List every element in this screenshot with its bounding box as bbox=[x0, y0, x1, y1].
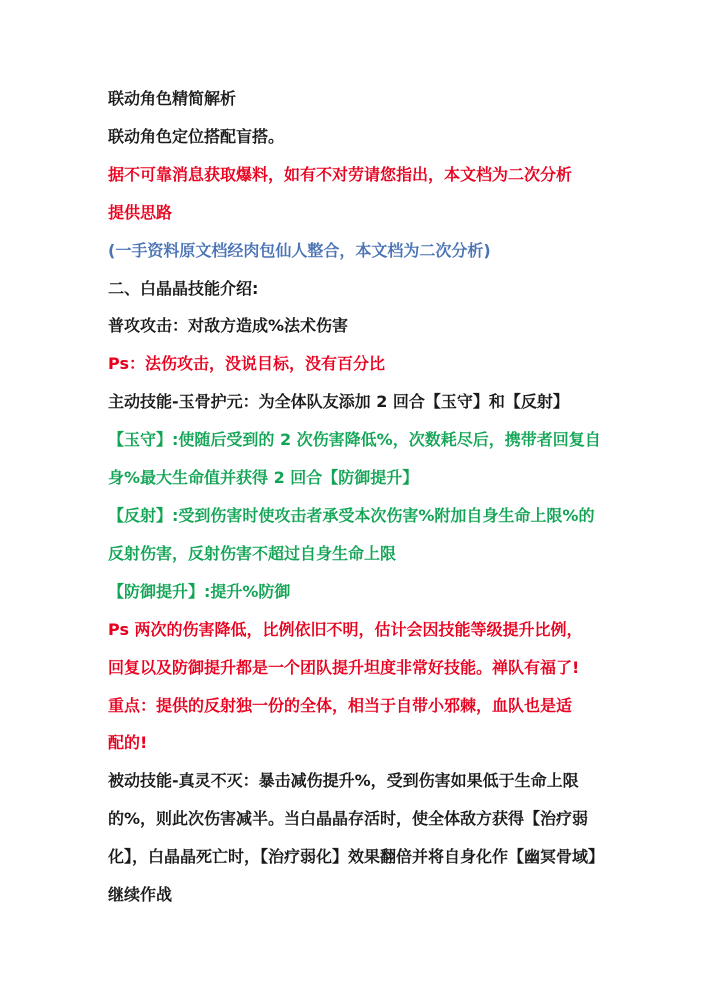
reflect-line-2: 反射伤害，反射伤害不超过自身生命上限 bbox=[108, 543, 397, 563]
disclaimer-line-2: 提供思路 bbox=[108, 202, 173, 222]
active-skill-line: 主动技能-玉骨护元：为全体队友添加 2 回合【玉守】和【反射】 bbox=[108, 392, 569, 412]
key-point-line-2: 配的! bbox=[108, 733, 148, 753]
section-heading: 二、白晶晶技能介绍: bbox=[108, 278, 259, 298]
active-note-line-1: Ps 两次的伤害降低，比例依旧不明，估计会因技能等级提升比例， bbox=[108, 619, 583, 639]
passive-skill-line-1: 被动技能-真灵不灭：暴击减伤提升%，受到伤害如果低于生命上限 bbox=[108, 771, 579, 791]
yushou-line-2: 身%最大生命值并获得 2 回合【防御提升】 bbox=[108, 468, 419, 488]
yushou-line-1: 【玉守】:使随后受到的 2 次伤害降低%，次数耗尽后，携带者回复自 bbox=[108, 430, 601, 450]
defense-up-line: 【防御提升】:提升%防御 bbox=[108, 581, 291, 601]
reflect-line-1: 【反射】:受到伤害时使攻击者承受本次伤害%附加自身生命上限%的 bbox=[108, 505, 595, 525]
key-point-line-1: 重点：提供的反射独一份的全体，相当于自带小邪棘，血队也是适 bbox=[108, 695, 573, 715]
normal-attack-line: 普攻攻击：对敌方造成%法术伤害 bbox=[108, 316, 349, 336]
passive-skill-line-4: 继续作战 bbox=[108, 885, 173, 905]
active-note-line-2: 回复以及防御提升都是一个团队提升坦度非常好技能。禅队有福了! bbox=[108, 657, 580, 677]
document-body bbox=[108, 80, 628, 914]
passive-skill-line-2: 的%，则此次伤害减半。当白晶晶存活时，使全体敌方获得【治疗弱 bbox=[108, 809, 589, 829]
source-note: (一手资料原文档经肉包仙人整合，本文档为二次分析) bbox=[108, 240, 491, 260]
doc-title: 联动角色精简解析 bbox=[108, 89, 237, 108]
normal-attack-note: Ps：法伤攻击，没说目标，没有百分比 bbox=[108, 354, 385, 374]
doc-subtitle: 联动角色定位搭配盲搭。 bbox=[108, 126, 285, 146]
passive-skill-line-3: 化】，白晶晶死亡时，【治疗弱化】效果翻倍并将自身化作【幽冥骨域】 bbox=[108, 847, 605, 867]
disclaimer-line-1: 据不可靠消息获取爆料，如有不对劳请您指出，本文档为二次分析 bbox=[108, 164, 573, 184]
